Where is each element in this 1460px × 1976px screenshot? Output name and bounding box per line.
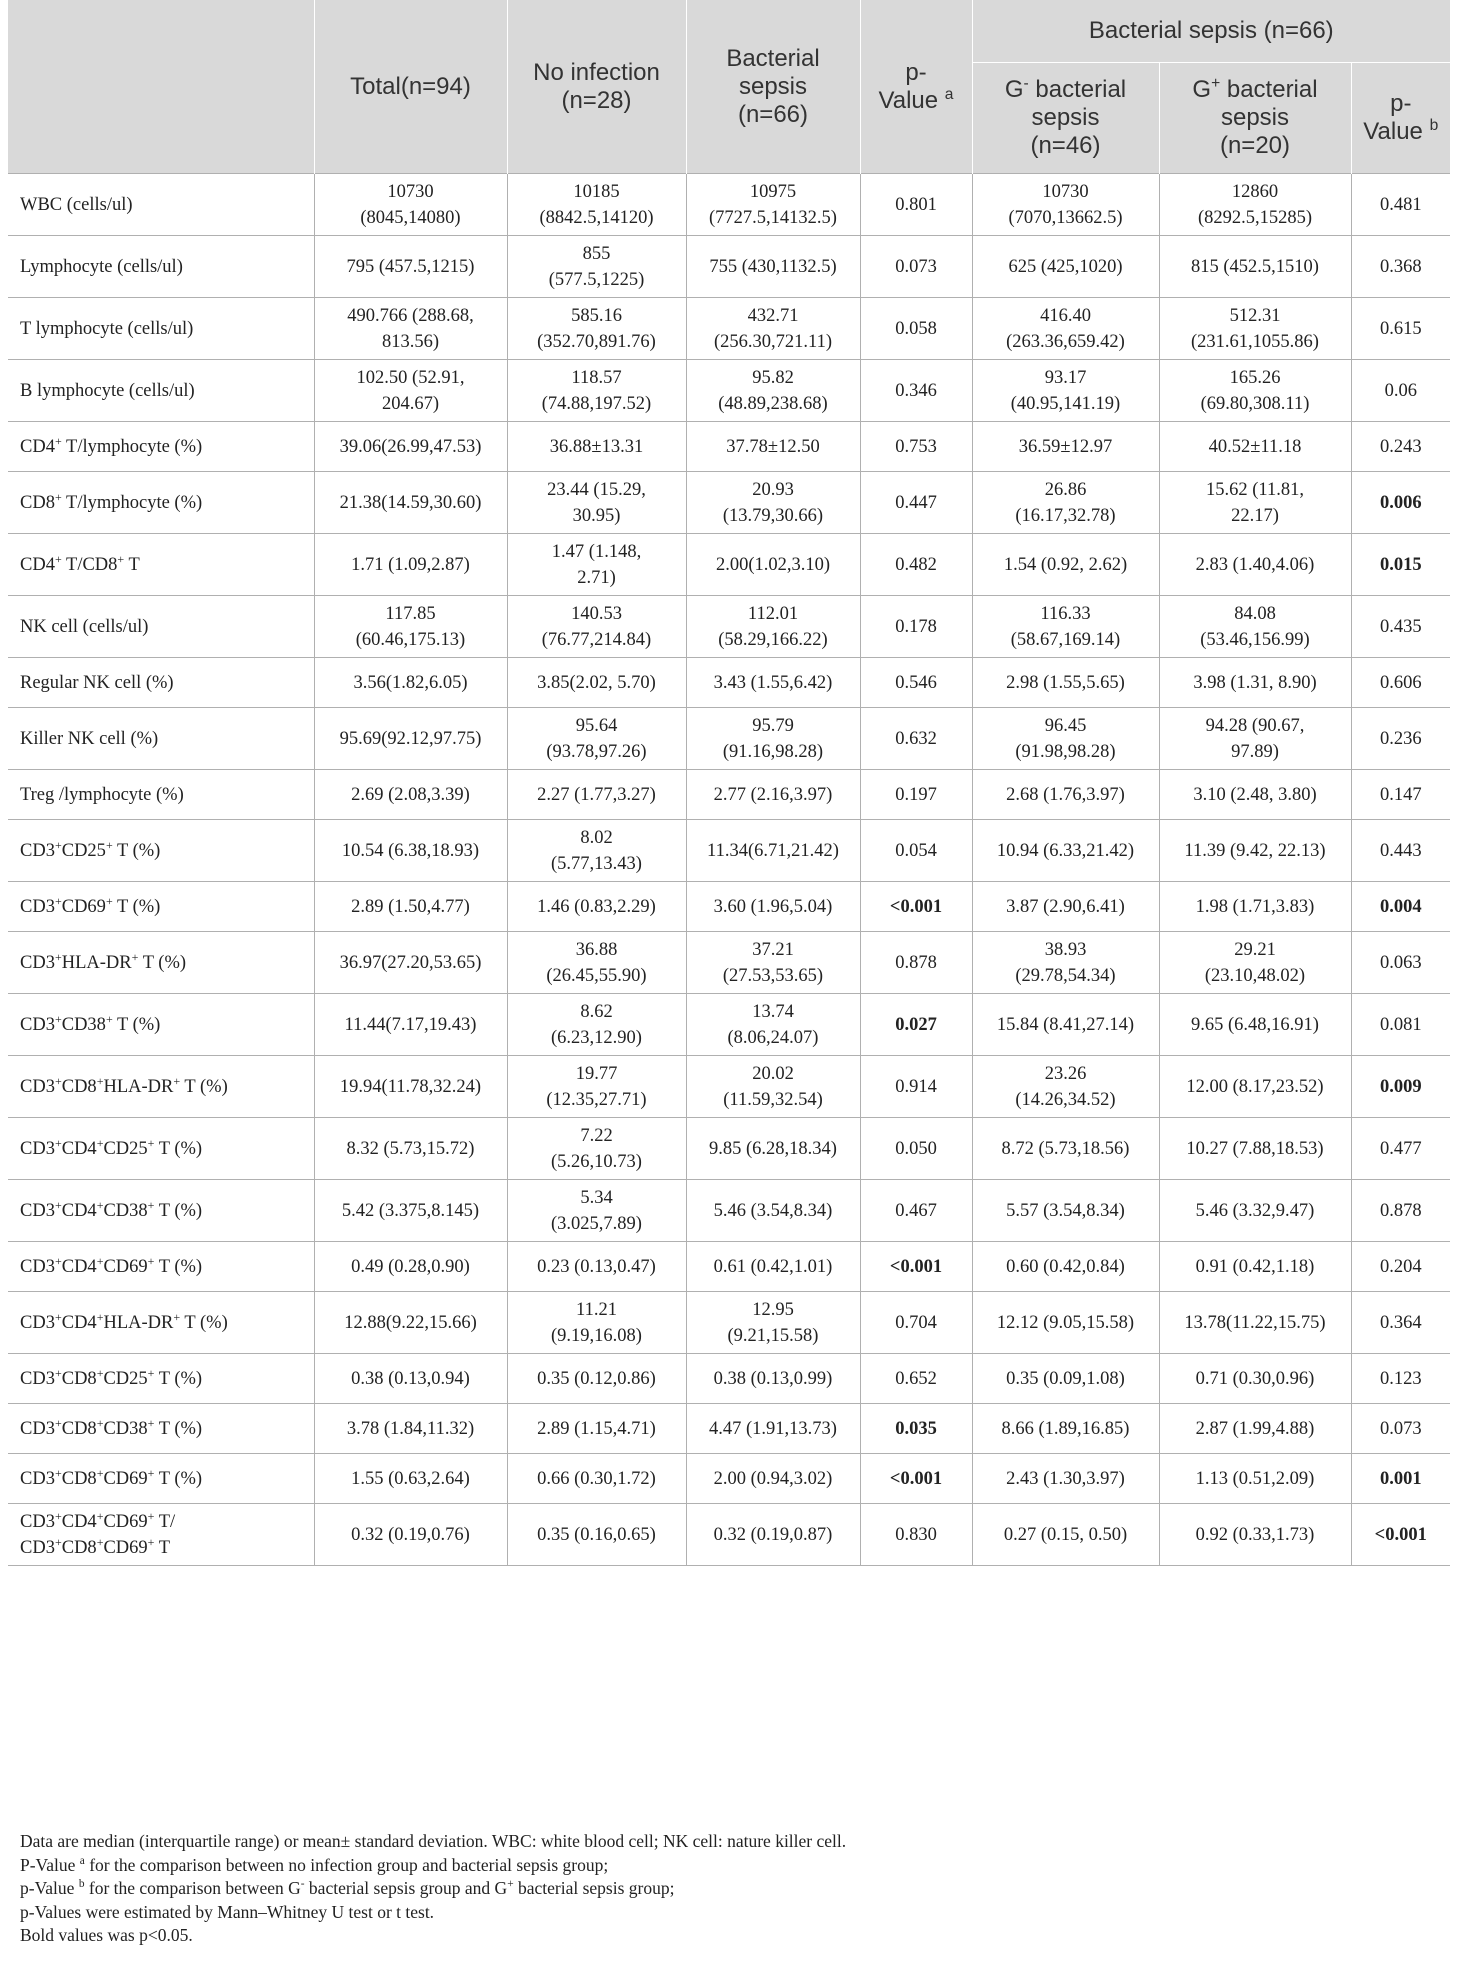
cell-bacterial-sepsis: 0.32 (0.19,0.87) — [686, 1504, 860, 1566]
cell-bacterial-sepsis: 10975 (7727.5,14132.5) — [686, 174, 860, 236]
cell-total: 11.44(7.17,19.43) — [314, 994, 507, 1056]
cell-gram-negative: 0.60 (0.42,0.84) — [972, 1242, 1159, 1292]
cell-gram-positive: 9.65 (6.48,16.91) — [1159, 994, 1351, 1056]
cell-gram-negative: 10730 (7070,13662.5) — [972, 174, 1159, 236]
row-label: B lymphocyte (cells/ul) — [8, 360, 314, 422]
cell-gram-positive: 5.46 (3.32,9.47) — [1159, 1180, 1351, 1242]
cell-gram-positive: 0.91 (0.42,1.18) — [1159, 1242, 1351, 1292]
row-label: CD3+CD4+CD38+ T (%) — [8, 1180, 314, 1242]
header-gram-negative: G- bacterial sepsis (n=46) — [972, 63, 1159, 174]
cell-bacterial-sepsis: 11.34(6.71,21.42) — [686, 820, 860, 882]
cell-p-value-a: 0.467 — [860, 1180, 972, 1242]
cell-p-value-a: <0.001 — [860, 882, 972, 932]
table-body — [8, 174, 1450, 1566]
cell-no-infection: 0.66 (0.30,1.72) — [507, 1454, 686, 1504]
table-row — [8, 422, 1450, 472]
header-total: Total(n=94) — [314, 0, 507, 174]
cell-gram-negative: 12.12 (9.05,15.58) — [972, 1292, 1159, 1354]
row-label: CD3+CD4+CD69+ T/ CD3+CD8+CD69+ T — [8, 1504, 314, 1566]
table-row — [8, 1056, 1450, 1118]
cell-bacterial-sepsis: 9.85 (6.28,18.34) — [686, 1118, 860, 1180]
cell-p-value-a: 0.632 — [860, 708, 972, 770]
cell-total: 12.88(9.22,15.66) — [314, 1292, 507, 1354]
cell-p-value-b: 0.368 — [1351, 236, 1450, 298]
row-label: Killer NK cell (%) — [8, 708, 314, 770]
table-row — [8, 1180, 1450, 1242]
cell-gram-positive: 15.62 (11.81, 22.17) — [1159, 472, 1351, 534]
cell-total: 36.97(27.20,53.65) — [314, 932, 507, 994]
cell-gram-positive: 12860 (8292.5,15285) — [1159, 174, 1351, 236]
row-label: Treg /lymphocyte (%) — [8, 770, 314, 820]
cell-no-infection: 585.16 (352.70,891.76) — [507, 298, 686, 360]
cell-total: 5.42 (3.375,8.145) — [314, 1180, 507, 1242]
cell-gram-positive: 0.71 (0.30,0.96) — [1159, 1354, 1351, 1404]
table-row — [8, 770, 1450, 820]
cell-p-value-b: 0.236 — [1351, 708, 1450, 770]
cell-gram-positive: 84.08 (53.46,156.99) — [1159, 596, 1351, 658]
row-label: CD3+CD4+CD69+ T (%) — [8, 1242, 314, 1292]
cell-total: 2.89 (1.50,4.77) — [314, 882, 507, 932]
cell-bacterial-sepsis: 2.00 (0.94,3.02) — [686, 1454, 860, 1504]
cell-gram-negative: 116.33 (58.67,169.14) — [972, 596, 1159, 658]
cell-bacterial-sepsis: 95.82 (48.89,238.68) — [686, 360, 860, 422]
table-row — [8, 472, 1450, 534]
cell-total: 102.50 (52.91, 204.67) — [314, 360, 507, 422]
table-row — [8, 658, 1450, 708]
table-row — [8, 1242, 1450, 1292]
cell-no-infection: 140.53 (76.77,214.84) — [507, 596, 686, 658]
table-row — [8, 1292, 1450, 1354]
cell-no-infection: 8.02 (5.77,13.43) — [507, 820, 686, 882]
cell-p-value-a: 0.652 — [860, 1354, 972, 1404]
cell-p-value-b: 0.243 — [1351, 422, 1450, 472]
cell-gram-negative: 416.40 (263.36,659.42) — [972, 298, 1159, 360]
cell-total: 21.38(14.59,30.60) — [314, 472, 507, 534]
cell-gram-negative: 1.54 (0.92, 2.62) — [972, 534, 1159, 596]
row-label: CD3+CD4+CD25+ T (%) — [8, 1118, 314, 1180]
cell-p-value-b: 0.481 — [1351, 174, 1450, 236]
cell-bacterial-sepsis: 0.61 (0.42,1.01) — [686, 1242, 860, 1292]
table-header — [8, 0, 1450, 174]
row-label: NK cell (cells/ul) — [8, 596, 314, 658]
cell-gram-negative: 36.59±12.97 — [972, 422, 1159, 472]
cell-p-value-b: 0.123 — [1351, 1354, 1450, 1404]
cell-p-value-b: 0.364 — [1351, 1292, 1450, 1354]
cell-gram-negative: 0.35 (0.09,1.08) — [972, 1354, 1159, 1404]
table-row — [8, 882, 1450, 932]
cell-gram-positive: 12.00 (8.17,23.52) — [1159, 1056, 1351, 1118]
cell-gram-negative: 23.26 (14.26,34.52) — [972, 1056, 1159, 1118]
cell-total: 3.56(1.82,6.05) — [314, 658, 507, 708]
cell-p-value-a: 0.054 — [860, 820, 972, 882]
cell-bacterial-sepsis: 3.60 (1.96,5.04) — [686, 882, 860, 932]
cell-total: 117.85 (60.46,175.13) — [314, 596, 507, 658]
cell-p-value-b: 0.073 — [1351, 1404, 1450, 1454]
cell-p-value-b: 0.063 — [1351, 932, 1450, 994]
cell-bacterial-sepsis: 3.43 (1.55,6.42) — [686, 658, 860, 708]
cell-bacterial-sepsis: 20.93 (13.79,30.66) — [686, 472, 860, 534]
cell-gram-negative: 3.87 (2.90,6.41) — [972, 882, 1159, 932]
cell-bacterial-sepsis: 755 (430,1132.5) — [686, 236, 860, 298]
cell-gram-positive: 165.26 (69.80,308.11) — [1159, 360, 1351, 422]
cell-no-infection: 7.22 (5.26,10.73) — [507, 1118, 686, 1180]
cell-p-value-a: 0.035 — [860, 1404, 972, 1454]
cell-total: 1.55 (0.63,2.64) — [314, 1454, 507, 1504]
cell-gram-positive: 10.27 (7.88,18.53) — [1159, 1118, 1351, 1180]
cell-gram-positive: 1.13 (0.51,2.09) — [1159, 1454, 1351, 1504]
footnote-p-value-b: p-Value $^b$ for the comparison between G- bacterial sepsis group and G+ bacterial sepsis group; — [20, 1878, 675, 1898]
table-footnotes — [8, 1830, 1450, 1948]
cell-total: 0.32 (0.19,0.76) — [314, 1504, 507, 1566]
table-row — [8, 174, 1450, 236]
row-label: CD3+CD4+HLA-DR+ T (%) — [8, 1292, 314, 1354]
cell-total: 490.766 (288.68, 813.56) — [314, 298, 507, 360]
header-bacterial-sepsis: Bacterial sepsis (n=66) — [686, 0, 860, 174]
cell-no-infection: 1.47 (1.148, 2.71) — [507, 534, 686, 596]
cell-gram-negative: 8.66 (1.89,16.85) — [972, 1404, 1159, 1454]
cell-p-value-b: 0.06 — [1351, 360, 1450, 422]
header-group-bacterial-sepsis: Bacterial sepsis (n=66) — [972, 0, 1450, 63]
cell-p-value-a: 0.050 — [860, 1118, 972, 1180]
cell-bacterial-sepsis: 95.79 (91.16,98.28) — [686, 708, 860, 770]
row-label: CD3+CD69+ T (%) — [8, 882, 314, 932]
cell-no-infection: 118.57 (74.88,197.52) — [507, 360, 686, 422]
cell-gram-positive: 1.98 (1.71,3.83) — [1159, 882, 1351, 932]
table-row — [8, 932, 1450, 994]
table-row — [8, 534, 1450, 596]
cell-no-infection: 36.88±13.31 — [507, 422, 686, 472]
table-row — [8, 1118, 1450, 1180]
row-label: CD4+ T/lymphocyte (%) — [8, 422, 314, 472]
cell-gram-negative: 625 (425,1020) — [972, 236, 1159, 298]
cell-bacterial-sepsis: 2.00(1.02,3.10) — [686, 534, 860, 596]
cell-p-value-a: 0.878 — [860, 932, 972, 994]
table-row — [8, 1504, 1450, 1566]
footnote-definitions: Data are median (interquartile range) or mean± standard deviation. WBC: white blood cell; NK cell: nature killer cell. — [20, 1831, 847, 1851]
cell-gram-positive: 2.83 (1.40,4.06) — [1159, 534, 1351, 596]
cell-p-value-b: 0.606 — [1351, 658, 1450, 708]
cell-p-value-a: <0.001 — [860, 1242, 972, 1292]
cell-p-value-a: 0.704 — [860, 1292, 972, 1354]
cell-no-infection: 95.64 (93.78,97.26) — [507, 708, 686, 770]
cell-gram-negative: 2.68 (1.76,3.97) — [972, 770, 1159, 820]
cell-gram-positive: 2.87 (1.99,4.88) — [1159, 1404, 1351, 1454]
cell-gram-positive: 815 (452.5,1510) — [1159, 236, 1351, 298]
table-row — [8, 708, 1450, 770]
cell-p-value-b: 0.006 — [1351, 472, 1450, 534]
cell-gram-negative: 0.27 (0.15, 0.50) — [972, 1504, 1159, 1566]
cell-bacterial-sepsis: 112.01 (58.29,166.22) — [686, 596, 860, 658]
table-row — [8, 820, 1450, 882]
table-container — [8, 0, 1450, 1566]
cell-total: 1.71 (1.09,2.87) — [314, 534, 507, 596]
cell-p-value-a: 0.073 — [860, 236, 972, 298]
table-row — [8, 1404, 1450, 1454]
cell-no-infection: 2.89 (1.15,4.71) — [507, 1404, 686, 1454]
row-label: CD4+ T/CD8+ T — [8, 534, 314, 596]
row-label: CD3+CD8+HLA-DR+ T (%) — [8, 1056, 314, 1118]
table-row — [8, 360, 1450, 422]
cell-no-infection: 23.44 (15.29, 30.95) — [507, 472, 686, 534]
cell-bacterial-sepsis: 5.46 (3.54,8.34) — [686, 1180, 860, 1242]
cell-total: 19.94(11.78,32.24) — [314, 1056, 507, 1118]
cell-p-value-a: 0.058 — [860, 298, 972, 360]
cell-bacterial-sepsis: 2.77 (2.16,3.97) — [686, 770, 860, 820]
cell-no-infection: 3.85(2.02, 5.70) — [507, 658, 686, 708]
results-table — [8, 0, 1450, 1566]
cell-no-infection: 11.21 (9.19,16.08) — [507, 1292, 686, 1354]
cell-p-value-a: 0.753 — [860, 422, 972, 472]
cell-p-value-b: 0.081 — [1351, 994, 1450, 1056]
cell-total: 0.38 (0.13,0.94) — [314, 1354, 507, 1404]
cell-p-value-a: 0.447 — [860, 472, 972, 534]
row-label: CD3+CD25+ T (%) — [8, 820, 314, 882]
cell-gram-negative: 15.84 (8.41,27.14) — [972, 994, 1159, 1056]
cell-gram-positive: 40.52±11.18 — [1159, 422, 1351, 472]
cell-gram-positive: 0.92 (0.33,1.73) — [1159, 1504, 1351, 1566]
cell-p-value-b: 0.477 — [1351, 1118, 1450, 1180]
cell-gram-negative: 5.57 (3.54,8.34) — [972, 1180, 1159, 1242]
cell-p-value-b: 0.015 — [1351, 534, 1450, 596]
header-p-value-b: p- Value $^b$ — [1351, 63, 1450, 174]
table-row — [8, 298, 1450, 360]
cell-p-value-b: 0.009 — [1351, 1056, 1450, 1118]
cell-p-value-a: 0.178 — [860, 596, 972, 658]
cell-no-infection: 5.34 (3.025,7.89) — [507, 1180, 686, 1242]
cell-p-value-a: 0.830 — [860, 1504, 972, 1566]
footnote-tests: p-Values were estimated by Mann–Whitney U test or t test. — [20, 1901, 435, 1922]
cell-p-value-b: 0.204 — [1351, 1242, 1450, 1292]
cell-p-value-b: 0.004 — [1351, 882, 1450, 932]
cell-total: 3.78 (1.84,11.32) — [314, 1404, 507, 1454]
row-label: CD3+CD8+CD38+ T (%) — [8, 1404, 314, 1454]
row-label: Regular NK cell (%) — [8, 658, 314, 708]
cell-no-infection: 1.46 (0.83,2.29) — [507, 882, 686, 932]
cell-gram-positive: 3.10 (2.48, 3.80) — [1159, 770, 1351, 820]
cell-no-infection: 19.77 (12.35,27.71) — [507, 1056, 686, 1118]
cell-gram-negative: 2.98 (1.55,5.65) — [972, 658, 1159, 708]
cell-no-infection: 2.27 (1.77,3.27) — [507, 770, 686, 820]
cell-p-value-b: 0.001 — [1351, 1454, 1450, 1504]
cell-gram-positive: 94.28 (90.67, 97.89) — [1159, 708, 1351, 770]
cell-total: 10.54 (6.38,18.93) — [314, 820, 507, 882]
cell-bacterial-sepsis: 37.21 (27.53,53.65) — [686, 932, 860, 994]
cell-p-value-b: 0.878 — [1351, 1180, 1450, 1242]
cell-p-value-a: 0.546 — [860, 658, 972, 708]
row-label: CD3+CD8+CD69+ T (%) — [8, 1454, 314, 1504]
cell-gram-negative: 93.17 (40.95,141.19) — [972, 360, 1159, 422]
cell-total: 8.32 (5.73,15.72) — [314, 1118, 507, 1180]
cell-p-value-a: 0.801 — [860, 174, 972, 236]
cell-no-infection: 855 (577.5,1225) — [507, 236, 686, 298]
cell-p-value-a: <0.001 — [860, 1454, 972, 1504]
cell-p-value-b: 0.615 — [1351, 298, 1450, 360]
cell-bacterial-sepsis: 13.74 (8.06,24.07) — [686, 994, 860, 1056]
cell-gram-negative: 38.93 (29.78,54.34) — [972, 932, 1159, 994]
row-label: CD8+ T/lymphocyte (%) — [8, 472, 314, 534]
cell-total: 795 (457.5,1215) — [314, 236, 507, 298]
cell-total: 2.69 (2.08,3.39) — [314, 770, 507, 820]
cell-total: 10730 (8045,14080) — [314, 174, 507, 236]
cell-no-infection: 36.88 (26.45,55.90) — [507, 932, 686, 994]
row-label: WBC (cells/ul) — [8, 174, 314, 236]
cell-total: 39.06(26.99,47.53) — [314, 422, 507, 472]
cell-p-value-b: 0.443 — [1351, 820, 1450, 882]
cell-p-value-b: 0.147 — [1351, 770, 1450, 820]
cell-gram-negative: 2.43 (1.30,3.97) — [972, 1454, 1159, 1504]
header-p-value-a: p- Value $^a$ — [860, 0, 972, 174]
cell-bacterial-sepsis: 432.71 (256.30,721.11) — [686, 298, 860, 360]
table-row — [8, 236, 1450, 298]
cell-no-infection: 10185 (8842.5,14120) — [507, 174, 686, 236]
cell-gram-positive: 3.98 (1.31, 8.90) — [1159, 658, 1351, 708]
header-blank — [8, 0, 314, 174]
table-row — [8, 1454, 1450, 1504]
cell-no-infection: 0.35 (0.12,0.86) — [507, 1354, 686, 1404]
cell-no-infection: 8.62 (6.23,12.90) — [507, 994, 686, 1056]
cell-p-value-b: 0.435 — [1351, 596, 1450, 658]
cell-bacterial-sepsis: 12.95 (9.21,15.58) — [686, 1292, 860, 1354]
cell-p-value-a: 0.346 — [860, 360, 972, 422]
cell-gram-positive: 512.31 (231.61,1055.86) — [1159, 298, 1351, 360]
cell-gram-positive: 29.21 (23.10,48.02) — [1159, 932, 1351, 994]
row-label: Lymphocyte (cells/ul) — [8, 236, 314, 298]
cell-no-infection: 0.23 (0.13,0.47) — [507, 1242, 686, 1292]
cell-bacterial-sepsis: 4.47 (1.91,13.73) — [686, 1404, 860, 1454]
row-label: CD3+CD8+CD25+ T (%) — [8, 1354, 314, 1404]
cell-no-infection: 0.35 (0.16,0.65) — [507, 1504, 686, 1566]
cell-p-value-a: 0.197 — [860, 770, 972, 820]
cell-gram-negative: 8.72 (5.73,18.56) — [972, 1118, 1159, 1180]
table-row — [8, 1354, 1450, 1404]
cell-bacterial-sepsis: 0.38 (0.13,0.99) — [686, 1354, 860, 1404]
header-no-infection: No infection (n=28) — [507, 0, 686, 174]
cell-bacterial-sepsis: 37.78±12.50 — [686, 422, 860, 472]
cell-gram-negative: 96.45 (91.98,98.28) — [972, 708, 1159, 770]
footnote-p-value-a: P-Value $^a$ for the comparison between no infection group and bacterial sepsis group; — [20, 1854, 609, 1875]
table-row — [8, 596, 1450, 658]
cell-gram-positive: 13.78(11.22,15.75) — [1159, 1292, 1351, 1354]
cell-p-value-a: 0.482 — [860, 534, 972, 596]
table-row — [8, 994, 1450, 1056]
cell-p-value-b: <0.001 — [1351, 1504, 1450, 1566]
cell-total: 0.49 (0.28,0.90) — [314, 1242, 507, 1292]
cell-p-value-a: 0.027 — [860, 994, 972, 1056]
cell-gram-positive: 11.39 (9.42, 22.13) — [1159, 820, 1351, 882]
cell-total: 95.69(92.12,97.75) — [314, 708, 507, 770]
cell-p-value-a: 0.914 — [860, 1056, 972, 1118]
cell-bacterial-sepsis: 20.02 (11.59,32.54) — [686, 1056, 860, 1118]
header-gram-positive: G+ bacterial sepsis (n=20) — [1159, 63, 1351, 174]
row-label: CD3+CD38+ T (%) — [8, 994, 314, 1056]
row-label: T lymphocyte (cells/ul) — [8, 298, 314, 360]
row-label: CD3+HLA-DR+ T (%) — [8, 932, 314, 994]
cell-gram-negative: 10.94 (6.33,21.42) — [972, 820, 1159, 882]
cell-gram-negative: 26.86 (16.17,32.78) — [972, 472, 1159, 534]
footnote-bold: Bold values was p<0.05. — [20, 1925, 193, 1945]
